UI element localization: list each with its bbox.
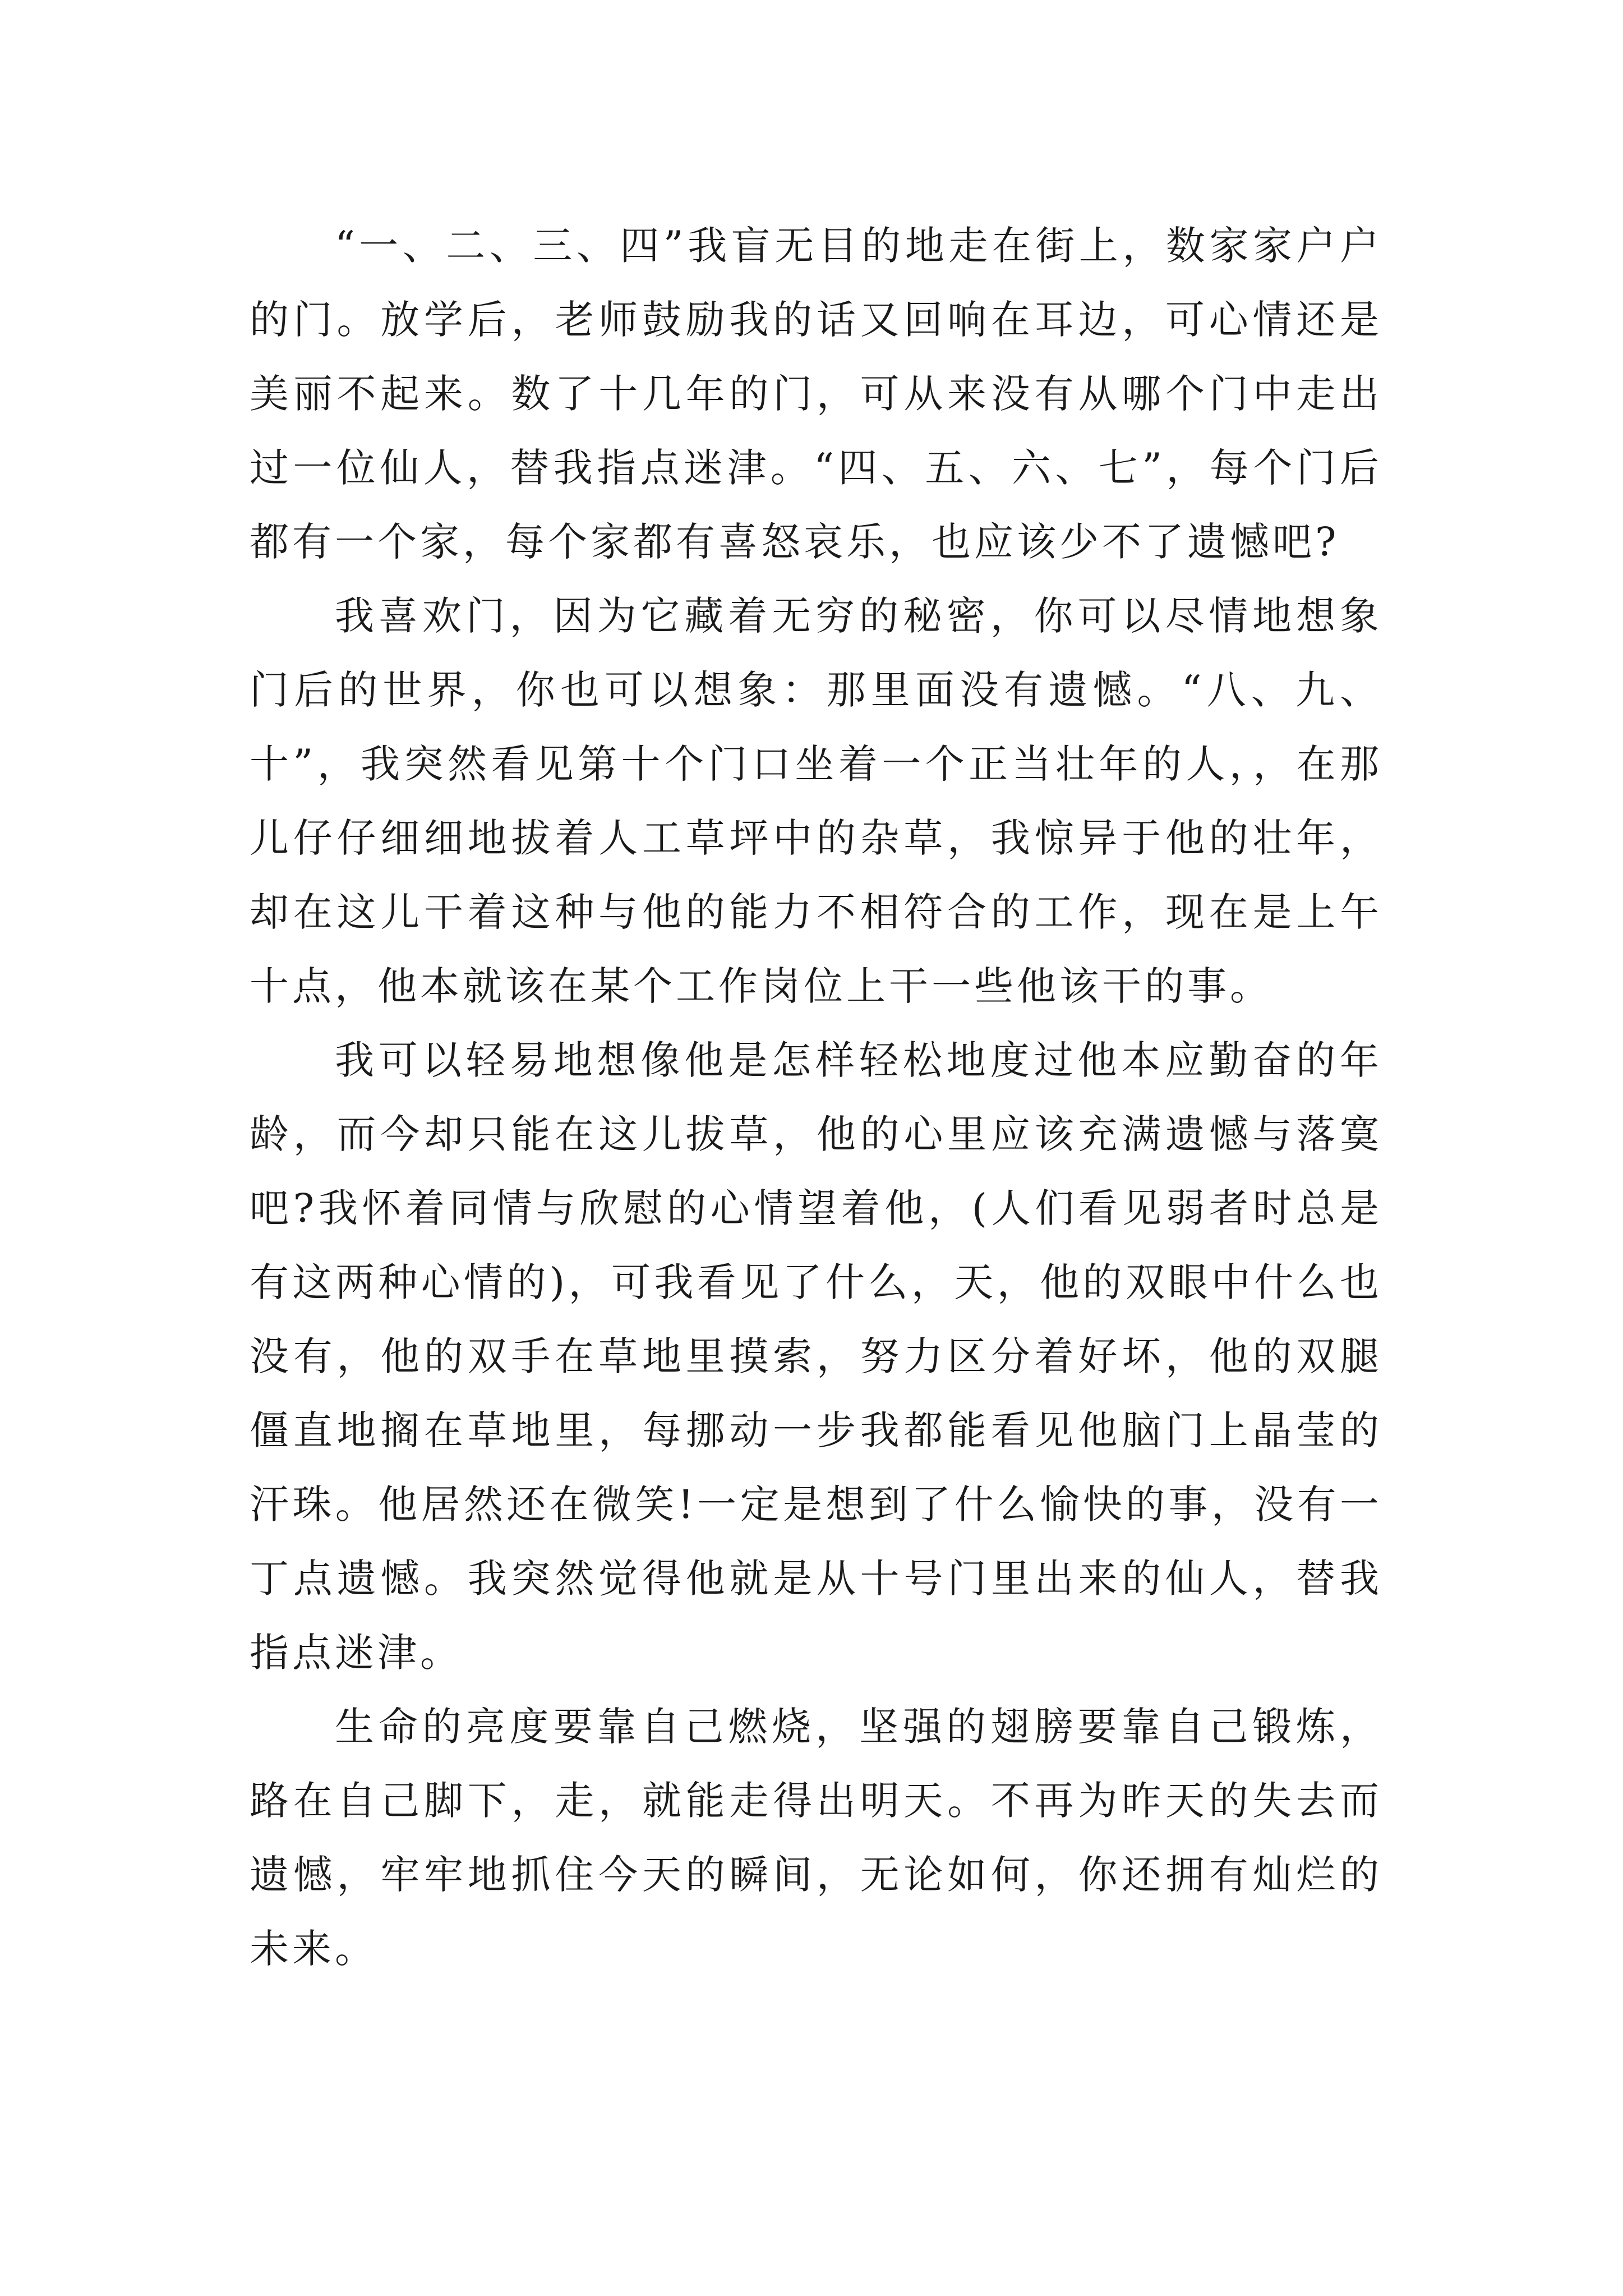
paragraph-4: 生命的亮度要靠自己燃烧，坚强的翅膀要靠自己锻炼，路在自己脚下，走，就能走得出明天。不再为昨天的失去而遗憾，牢牢地抓住今天的瞬间，无论如何，你还拥有灿烂的未来。 — [250, 1704, 1382, 1972]
paragraph-1: “一、二、三、四”我盲无目的地走在街上，数家家户户的门。放学后，老师鼓励我的话又回响在耳边，可心情还是美丽不起来。数了十几年的门，可从来没有从哪个门中走出过一位仙人，替我指点迷津。“四、五、六、七”，每个门后都有一个家，每个家都有喜怒哀乐，也应该少不了遗憾吧? — [250, 223, 1382, 565]
document-body — [250, 209, 1382, 1986]
paragraph-2: 我喜欢门，因为它藏着无穷的秘密，你可以尽情地想象门后的世界，你也可以想象：那里面没有遗憾。“八、九、十”，我突然看见第十个门口坐着一个正当壮年的人，，在那儿仔仔细细地拔着人工草坪中的杂草，我惊异于他的壮年，却在这儿干着这种与他的能力不相符合的工作，现在是上午十点，他本就该在某个工作岗位上干一些他该干的事。 — [250, 593, 1382, 1009]
paragraph-3: 我可以轻易地想像他是怎样轻松地度过他本应勤奋的年龄，而今却只能在这儿拔草，他的心里应该充满遗憾与落寞吧?我怀着同情与欣慰的心情望着他，(人们看见弱者时总是有这两种心情的)，可我看见了什么，天，他的双眼中什么也没有，他的双手在草地里摸索，努力区分着好坏，他的双腿僵直地搁在草地里，每挪动一步我都能看见他脑门上晶莹的汗珠。他居然还在微笑!一定是想到了什么愉快的事，没有一丁点遗憾。我突然觉得他就是从十号门里出来的仙人，替我指点迷津。 — [250, 1037, 1382, 1676]
